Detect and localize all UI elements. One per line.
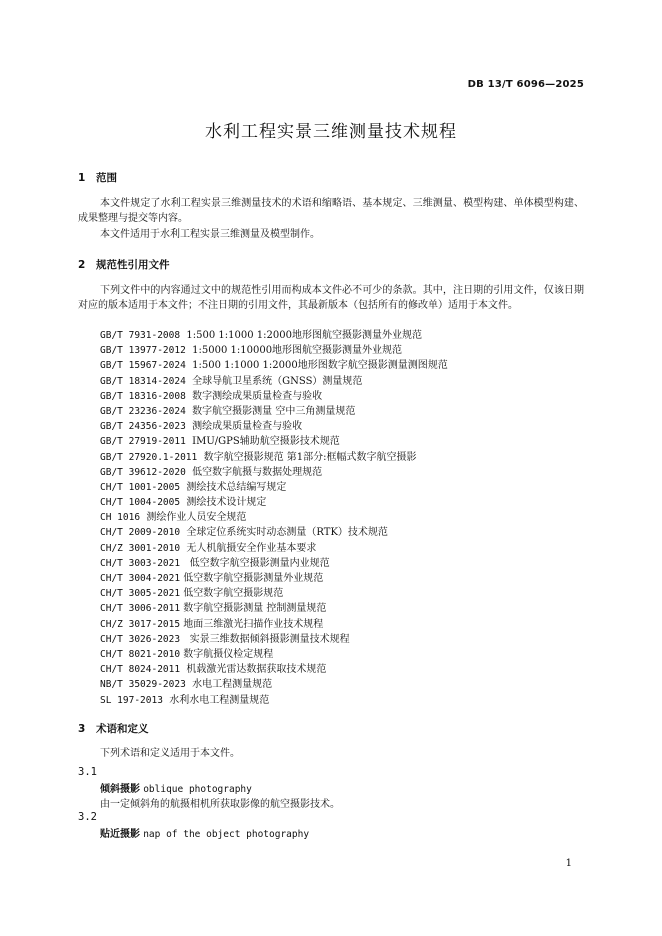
reference-item	[100, 556, 448, 571]
reference-code: GB/T 23236-2024	[100, 405, 186, 417]
reference-code: GB/T 24356-2023	[100, 421, 186, 433]
reference-item	[100, 586, 448, 601]
term-definition: 由一定倾斜角的航摄相机所获取影像的航空摄影技术。	[100, 799, 340, 810]
reference-title: 1:500 1:1000 1:2000地形图航空摄影测量外业规范	[180, 330, 422, 341]
reference-list	[100, 328, 448, 708]
reference-code: SL 197-2013	[100, 694, 163, 706]
reference-code: CH 1016	[100, 512, 141, 524]
reference-title: 测绘技术设计规定	[180, 497, 267, 509]
document-code: DB 13/T 6096—2025	[467, 79, 584, 90]
reference-title: 机载激光雷达数据获取技术规范	[180, 664, 327, 676]
reference-title: 低空数字航空摄影测量外业规范	[180, 573, 324, 584]
term-number: 3.1	[78, 766, 97, 778]
reference-item	[100, 617, 448, 632]
section-title: 术语和定义	[96, 723, 149, 735]
reference-title: 数字测绘成果质量检查与验收	[185, 390, 323, 402]
section-heading-scope	[78, 170, 117, 185]
section-title: 范围	[96, 172, 117, 184]
term-english: oblique photography	[143, 784, 252, 795]
reference-code: GB/T 39612-2020	[100, 466, 186, 478]
reference-code: CH/T 1001-2005	[100, 481, 181, 493]
reference-title: 地面三维激光扫描作业技术规程	[180, 618, 324, 630]
reference-title: 水利水电工程测量规范	[162, 694, 270, 706]
reference-item	[100, 450, 448, 465]
reference-item	[100, 510, 448, 525]
reference-title: 测绘成果质量检查与验收	[185, 421, 303, 433]
reference-item	[100, 601, 448, 616]
reference-item	[100, 328, 448, 343]
reference-item	[100, 343, 448, 358]
page-number: 1	[565, 858, 572, 869]
term-chinese: 倾斜摄影	[100, 784, 140, 795]
reference-title: 1:500 1:1000 1:2000地形图数字航空摄影测量测图规范	[185, 360, 448, 372]
reference-item	[100, 677, 448, 692]
reference-title: 测绘技术总结编写规定	[180, 481, 287, 493]
reference-title: 低空数字航空摄影规范	[180, 588, 284, 600]
reference-item	[100, 495, 448, 510]
reference-title: 低空数字航空摄影测量内业规范	[180, 557, 330, 569]
reference-code: CH/T 3005-2021	[100, 588, 181, 600]
reference-item	[100, 480, 448, 495]
reference-item	[100, 434, 448, 449]
reference-code: CH/Z 3017-2015	[100, 618, 181, 630]
reference-item	[100, 632, 448, 647]
reference-title: 数字航摄仪检定规程	[180, 648, 274, 660]
term-entry	[100, 780, 252, 795]
reference-item	[100, 541, 448, 556]
reference-code: GB/T 18314-2024	[100, 375, 186, 387]
reference-title: 全球导航卫星系统（GNSS）测量规范	[185, 375, 363, 387]
reference-code: GB/T 13977-2012	[100, 345, 186, 357]
reference-item	[100, 374, 448, 389]
section-number: 2	[78, 259, 86, 271]
reference-item	[100, 693, 448, 708]
scope-applicability: 本文件适用于水利工程实景三维测量及模型制作。	[100, 229, 320, 240]
section-title: 规范性引用文件	[96, 259, 170, 271]
reference-code: CH/T 8024-2011	[100, 664, 181, 676]
reference-title: 1:5000 1:10000地形图航空摄影测量外业规范	[185, 345, 403, 357]
term-entry	[100, 825, 309, 840]
reference-title: 测绘作业人员安全规范	[140, 512, 247, 524]
reference-code: CH/T 3004-2021	[100, 573, 181, 584]
reference-code: CH/T 3003-2021	[100, 557, 181, 569]
reference-code: CH/T 3026-2023	[100, 633, 181, 645]
section-heading-normative-references	[78, 257, 170, 272]
reference-item	[100, 662, 448, 677]
reference-code: CH/T 2009-2010	[100, 527, 181, 539]
reference-code: GB/T 7931-2008	[100, 330, 181, 341]
term-chinese: 贴近摄影	[100, 829, 140, 840]
section-heading-terms	[78, 721, 149, 736]
reference-code: GB/T 27920.1-2011	[100, 451, 198, 463]
reference-code: GB/T 18316-2008	[100, 390, 186, 402]
reference-title: 数字航空摄影规范 第1部分:框幅式数字航空摄影	[197, 451, 417, 463]
reference-item	[100, 419, 448, 434]
reference-item	[100, 525, 448, 540]
scope-paragraph: 本文件规定了水利工程实景三维测量技术的术语和缩略语、基本规定、三维测量、模型构建、单体模型构建、成果整理与提交等内容。	[78, 198, 584, 224]
reference-title: 无人机航摄安全作业基本要求	[180, 542, 317, 554]
section-number: 1	[78, 172, 86, 184]
references-intro: 下列文件中的内容通过文中的规范性引用而构成本文件必不可少的条款。其中，注日期的引用文件，仅该日期对应的版本适用于本文件；不注日期的引用文件，其最新版本（包括所有的修改单）适用于本文件。	[78, 285, 584, 311]
document-title: 水利工程实景三维测量技术规程	[205, 122, 457, 142]
reference-item	[100, 465, 448, 480]
reference-title: IMU/GPS辅助航空摄影技术规范	[185, 436, 340, 448]
reference-code: NB/T 35029-2023	[100, 679, 186, 691]
terms-intro: 下列术语和定义适用于本文件。	[100, 748, 240, 759]
reference-title: 低空数字航摄与数据处理规范	[185, 466, 323, 478]
reference-title: 水电工程测量规范	[185, 679, 273, 691]
reference-code: CH/Z 3001-2010	[100, 542, 181, 554]
reference-code: GB/T 15967-2024	[100, 360, 186, 372]
reference-code: CH/T 1004-2005	[100, 497, 181, 509]
reference-item	[100, 404, 448, 419]
reference-code: GB/T 27919-2011	[100, 436, 186, 448]
term-english: nap of the object photography	[143, 829, 310, 840]
reference-code: CH/T 3006-2011	[100, 603, 181, 615]
reference-item	[100, 571, 448, 586]
reference-item	[100, 647, 448, 662]
reference-title: 全球定位系统实时动态测量（RTK）技术规范	[180, 527, 388, 539]
reference-title: 数字航空摄影测量 空中三角测量规范	[185, 405, 356, 417]
reference-item	[100, 358, 448, 373]
reference-title: 数字航空摄影测量 控制测量规范	[180, 603, 327, 615]
term-number: 3.2	[78, 811, 97, 823]
section-number: 3	[78, 723, 86, 735]
reference-title: 实景三维数据倾斜摄影测量技术规程	[180, 633, 350, 645]
reference-code: CH/T 8021-2010	[100, 648, 181, 660]
reference-item	[100, 389, 448, 404]
